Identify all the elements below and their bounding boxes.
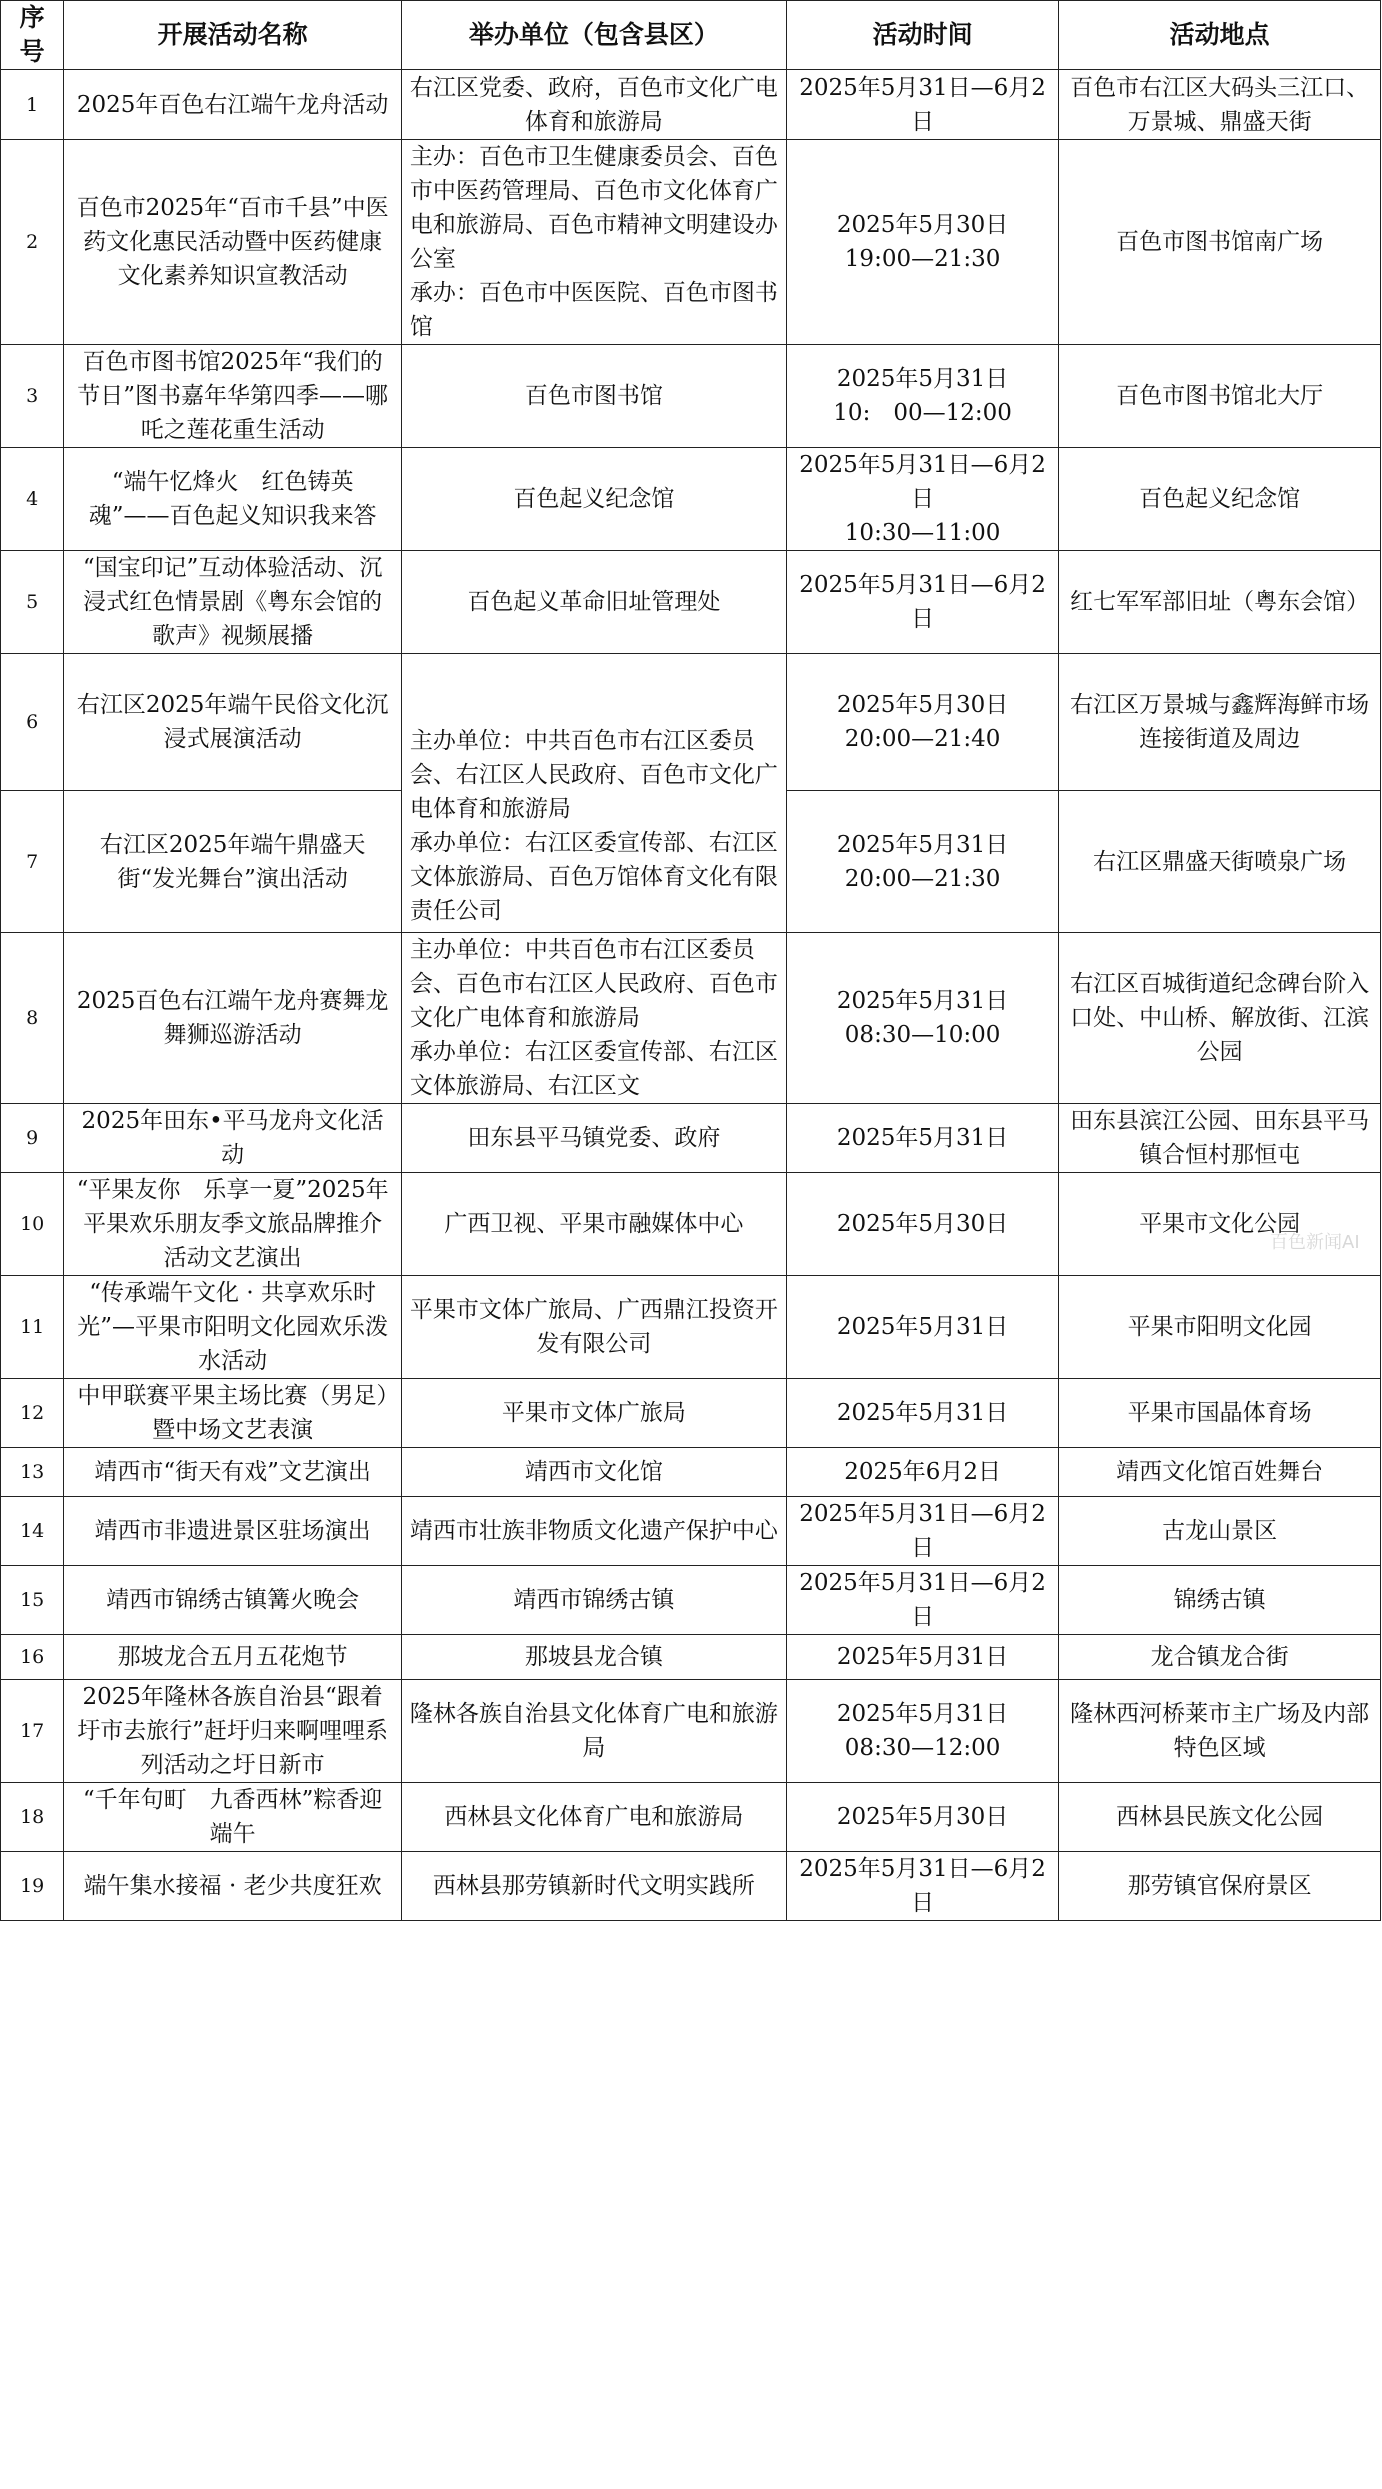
cell-no: 16	[1, 1635, 64, 1680]
cell-org: 主办：百色市卫生健康委员会、百色市中医药管理局、百色市文化体育广电和旅游局、百色市精神文明建设办公室 承办：百色市中医医院、百色市图书馆	[401, 140, 786, 345]
cell-time: 2025年5月31日 08:30—12:00	[786, 1680, 1059, 1783]
cell-org: 那坡县龙合镇	[401, 1635, 786, 1680]
cell-name: 端午集水接福 · 老少共度狂欢	[64, 1852, 401, 1921]
cell-org: 靖西市锦绣古镇	[401, 1566, 786, 1635]
watermark: 百色新闻AI	[1270, 1232, 1360, 1253]
cell-place: 田东县滨江公园、田东县平马镇合恒村那恒屯	[1059, 1104, 1381, 1173]
cell-name: 靖西市“街天有戏”文艺演出	[64, 1448, 401, 1497]
cell-place: 那劳镇官保府景区	[1059, 1852, 1381, 1921]
cell-place: 隆林西河桥莱市主广场及内部特色区域	[1059, 1680, 1381, 1783]
cell-org: 百色起义革命旧址管理处	[401, 551, 786, 654]
cell-no: 1	[1, 70, 64, 140]
cell-name: “传承端午文化 · 共享欢乐时光”—平果市阳明文化园欢乐泼水活动	[64, 1276, 401, 1379]
table-row	[1, 1276, 1381, 1379]
cell-org: 百色市图书馆	[401, 345, 786, 448]
cell-no: 13	[1, 1448, 64, 1497]
cell-org: 靖西市壮族非物质文化遗产保护中心	[401, 1497, 786, 1566]
cell-org: 平果市文体广旅局	[401, 1379, 786, 1448]
cell-place: 平果市国晶体育场	[1059, 1379, 1381, 1448]
cell-time: 2025年5月31日	[786, 1276, 1059, 1379]
cell-no: 8	[1, 933, 64, 1104]
cell-no: 19	[1, 1852, 64, 1921]
table-row	[1, 70, 1381, 140]
cell-time: 2025年5月31日	[786, 1635, 1059, 1680]
table-row	[1, 1448, 1381, 1497]
cell-time: 2025年5月31日—6月2日	[786, 70, 1059, 140]
table-row	[1, 1566, 1381, 1635]
cell-time: 2025年5月31日	[786, 1379, 1059, 1448]
cell-time: 2025年5月30日 20:00—21:40	[786, 654, 1059, 791]
cell-org: 西林县文化体育广电和旅游局	[401, 1783, 786, 1852]
cell-name: 2025百色右江端午龙舟赛舞龙舞狮巡游活动	[64, 933, 401, 1104]
cell-no: 2	[1, 140, 64, 345]
table-row	[1, 140, 1381, 345]
cell-place: 古龙山景区	[1059, 1497, 1381, 1566]
cell-place: 龙合镇龙合街	[1059, 1635, 1381, 1680]
cell-no: 9	[1, 1104, 64, 1173]
cell-name: 2025年田东•平马龙舟文化活动	[64, 1104, 401, 1173]
cell-no: 3	[1, 345, 64, 448]
cell-name: 右江区2025年端午民俗文化沉浸式展演活动	[64, 654, 401, 791]
table-row	[1, 1104, 1381, 1173]
table-row	[1, 448, 1381, 551]
cell-place: 百色市右江区大码头三江口、万景城、鼎盛天街	[1059, 70, 1381, 140]
cell-name: “端午忆烽火 红色铸英魂”——百色起义知识我来答	[64, 448, 401, 551]
cell-name: 百色市2025年“百市千县”中医药文化惠民活动暨中医药健康文化素养知识宣教活动	[64, 140, 401, 345]
cell-org: 右江区党委、政府，百色市文化广电体育和旅游局	[401, 70, 786, 140]
header-row	[1, 1, 1381, 70]
cell-time: 2025年5月30日	[786, 1783, 1059, 1852]
cell-org: 广西卫视、平果市融媒体中心	[401, 1173, 786, 1276]
table-row	[1, 1379, 1381, 1448]
cell-no: 12	[1, 1379, 64, 1448]
cell-time: 2025年5月31日—6月2日	[786, 1852, 1059, 1921]
table-row	[1, 654, 1381, 791]
cell-name: 中甲联赛平果主场比赛（男足）暨中场文艺表演	[64, 1379, 401, 1448]
cell-name: 那坡龙合五月五花炮节	[64, 1635, 401, 1680]
cell-time: 2025年5月30日 19:00—21:30	[786, 140, 1059, 345]
cell-time: 2025年5月30日	[786, 1173, 1059, 1276]
cell-no: 10	[1, 1173, 64, 1276]
table-row	[1, 1497, 1381, 1566]
header-org: 举办单位（包含县区）	[401, 1, 786, 70]
cell-time: 2025年6月2日	[786, 1448, 1059, 1497]
cell-place: 锦绣古镇	[1059, 1566, 1381, 1635]
table-row	[1, 1680, 1381, 1783]
header-no: 序号	[1, 1, 64, 70]
cell-no: 15	[1, 1566, 64, 1635]
cell-no: 18	[1, 1783, 64, 1852]
cell-place: 红七军军部旧址（粤东会馆）	[1059, 551, 1381, 654]
cell-time: 2025年5月31日—6月2日	[786, 1566, 1059, 1635]
header-time: 活动时间	[786, 1, 1059, 70]
cell-name: 百色市图书馆2025年“我们的节日”图书嘉年华第四季——哪吒之莲花重生活动	[64, 345, 401, 448]
cell-time: 2025年5月31日	[786, 1104, 1059, 1173]
cell-no: 6	[1, 654, 64, 791]
cell-place: 右江区鼎盛天街喷泉广场	[1059, 791, 1381, 933]
cell-place: 平果市文化公园	[1059, 1173, 1381, 1276]
cell-time: 2025年5月31日—6月2日 10:30—11:00	[786, 448, 1059, 551]
cell-time: 2025年5月31日—6月2日	[786, 551, 1059, 654]
cell-org: 西林县那劳镇新时代文明实践所	[401, 1852, 786, 1921]
cell-org: 隆林各族自治县文化体育广电和旅游局	[401, 1680, 786, 1783]
cell-name: “千年句町 九香西林”粽香迎端午	[64, 1783, 401, 1852]
header-place: 活动地点	[1059, 1, 1381, 70]
table-row	[1, 1783, 1381, 1852]
table-row	[1, 551, 1381, 654]
table-row	[1, 345, 1381, 448]
cell-no: 11	[1, 1276, 64, 1379]
cell-no: 4	[1, 448, 64, 551]
cell-time: 2025年5月31日 10: 00—12:00	[786, 345, 1059, 448]
cell-place: 右江区百城街道纪念碑台阶入口处、中山桥、解放街、江滨公园	[1059, 933, 1381, 1104]
cell-org: 平果市文体广旅局、广西鼎江投资开发有限公司	[401, 1276, 786, 1379]
cell-name: 右江区2025年端午鼎盛天街“发光舞台”演出活动	[64, 791, 401, 933]
cell-place: 百色市图书馆南广场	[1059, 140, 1381, 345]
cell-name: 2025年百色右江端午龙舟活动	[64, 70, 401, 140]
cell-time: 2025年5月31日 08:30—10:00	[786, 933, 1059, 1104]
cell-place: 百色起义纪念馆	[1059, 448, 1381, 551]
table-row	[1, 1173, 1381, 1276]
header-name: 开展活动名称	[64, 1, 401, 70]
table-row	[1, 1852, 1381, 1921]
cell-name: 靖西市非遗进景区驻场演出	[64, 1497, 401, 1566]
cell-no: 14	[1, 1497, 64, 1566]
cell-name: 2025年隆林各族自治县“跟着圩市去旅行”赶圩归来啊哩哩系列活动之圩日新市	[64, 1680, 401, 1783]
cell-place: 西林县民族文化公园	[1059, 1783, 1381, 1852]
table-row	[1, 1635, 1381, 1680]
cell-org: 主办单位：中共百色市右江区委员会、右江区人民政府、百色市文化广电体育和旅游局 承办单位：右江区委宣传部、右江区文体旅游局、百色万馆体育文化有限责任公司	[401, 654, 786, 933]
cell-org: 主办单位：中共百色市右江区委员会、百色市右江区人民政府、百色市文化广电体育和旅游局 承办单位：右江区委宣传部、右江区文体旅游局、右江区文	[401, 933, 786, 1104]
cell-name: “平果友你 乐享一夏”2025年平果欢乐朋友季文旅品牌推介活动文艺演出	[64, 1173, 401, 1276]
cell-no: 7	[1, 791, 64, 933]
cell-place: 靖西文化馆百姓舞台	[1059, 1448, 1381, 1497]
cell-org: 田东县平马镇党委、政府	[401, 1104, 786, 1173]
cell-no: 5	[1, 551, 64, 654]
cell-time: 2025年5月31日 20:00—21:30	[786, 791, 1059, 933]
cell-name: “国宝印记”互动体验活动、沉浸式红色情景剧《粤东会馆的歌声》视频展播	[64, 551, 401, 654]
table-row	[1, 933, 1381, 1104]
cell-org: 百色起义纪念馆	[401, 448, 786, 551]
cell-time: 2025年5月31日—6月2日	[786, 1497, 1059, 1566]
cell-name: 靖西市锦绣古镇篝火晚会	[64, 1566, 401, 1635]
cell-place: 平果市阳明文化园	[1059, 1276, 1381, 1379]
cell-org: 靖西市文化馆	[401, 1448, 786, 1497]
cell-place: 右江区万景城与鑫辉海鲜市场连接街道及周边	[1059, 654, 1381, 791]
cell-no: 17	[1, 1680, 64, 1783]
cell-place: 百色市图书馆北大厅	[1059, 345, 1381, 448]
